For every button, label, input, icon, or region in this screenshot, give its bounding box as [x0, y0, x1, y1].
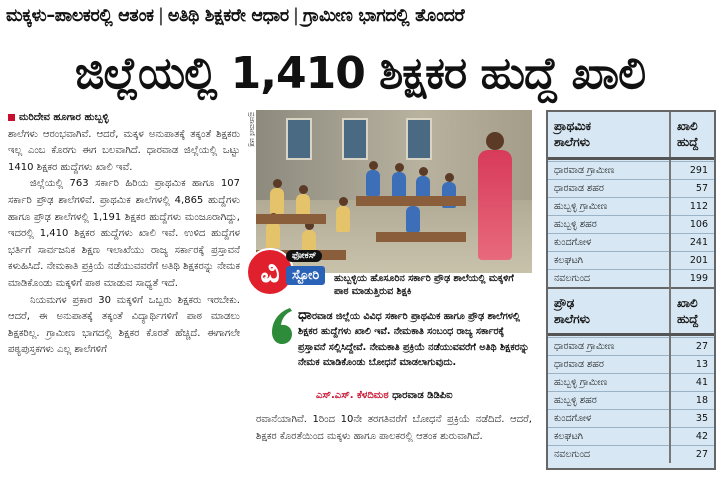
kicker-separator: |	[157, 6, 164, 26]
photo-desk	[376, 232, 466, 242]
table-header-vacant: ಖಾಲಿ ಹುದ್ದೆ	[670, 288, 714, 334]
photo-caption: ಹುಬ್ಬಳ್ಳಿಯ ಹೊಸೂರಿನ ಸರ್ಕಾರಿ ಪ್ರೌಢ ಶಾಲೆಯಲ್ಲಿ ಮಕ್ಕಳಿಗೆ ಪಾಠ ಮಾಡುತ್ತಿರುವ ಶಿಕ್ಷಕಿ	[334, 273, 514, 297]
quote-body: ರವಾಡ ಜಿಲ್ಲೆಯ ವಿವಿಧ ಸರ್ಕಾರಿ ಪ್ರಾಥಮಿಕ ಹಾಗೂ ಪ್ರೌಢ ಶಾಲೆಗಳಲ್ಲಿ ಶಿಕ್ಷಕರ ಹುದ್ದೆಗಳು ಖಾಲಿ ಇವೆ. ನೇಮಕಾತಿ ಸಂಬಂಧ ರಾಜ್ಯ ಸರ್ಕಾರಕ್ಕೆ ಪ್ರಸ್ತಾವನೆ ಸಲ್ಲಿಸಿದ್ದೇವೆ. ನೇಮಕಾತಿ ಪ್ರಕ್ರಿಯೆ ನಡೆಯುವವರೆಗೆ ಅತಿಥಿ ಶಿಕ್ಷಕರನ್ನು ನೇಮಕ ಮಾಡಿಕೊಂಡು ಬೋಧನೆ ಮಾಡಲಾಗುವುದು.	[298, 311, 530, 369]
table-row: ಧಾರವಾಡ ಗ್ರಾಮೀಣ 291	[548, 161, 714, 179]
table-row: ಧಾರವಾಡ ಶಹರ 57	[548, 179, 714, 197]
quote-dropcap: ಧಾ	[298, 307, 312, 323]
vacancy-tables	[546, 110, 716, 470]
table-row: ಹುಬ್ಬಳ್ಳಿ ಶಹರ 106	[548, 215, 714, 233]
high-schools-table	[548, 287, 714, 463]
table-row: ಕಲಘಟಗಿ 201	[548, 251, 714, 269]
kicker-part-2: ಅತಿಥಿ ಶಿಕ್ಷಕರೇ ಆಧಾರ	[167, 6, 289, 26]
quote-role: ಧಾರವಾಡ ಡಿಡಿಪಿಐ	[392, 390, 453, 401]
quote-text	[298, 308, 530, 371]
photo-credit: ಪ್ರಜಾವಾಣಿ ಚಿತ್ರ	[248, 112, 256, 147]
photo-student	[270, 188, 284, 214]
photo-teacher	[478, 150, 512, 260]
primary-schools-table	[548, 112, 714, 287]
table-row: ನವಲಗುಂದ 199	[548, 269, 714, 287]
quote-author: ಎಸ್.ಎಸ್. ಕೆಳದಿಮಠ	[316, 390, 389, 401]
kicker-part-3: ಗ್ರಾಮೀಣ ಭಾಗದಲ್ಲಿ ತೊಂದರೆ	[302, 6, 465, 26]
photo-window	[406, 118, 432, 160]
table-header	[548, 288, 714, 334]
byline-author: ಮರಿದೇವ ಹೂಗಾರ ಹುಬ್ಬಳ್ಳಿ	[19, 112, 109, 123]
table-header-schools: ಪ್ರೌಢ ಶಾಲೆಗಳು	[554, 295, 590, 326]
focus-label: ಫೋಕಸ್	[286, 250, 322, 262]
quote-mark-icon	[268, 306, 296, 346]
kicker-part-1: ಮಕ್ಕಳು–ಪಾಲಕರಲ್ಲಿ ಆತಂಕ	[6, 6, 154, 26]
article-paragraph: ಶಾಲೆಗಳು ಆರಂಭವಾಗಿವೆ. ಆದರೆ, ಮಕ್ಕಳ ಅನುಪಾತಕ್ಕೆ ತಕ್ಕಂತೆ ಶಿಕ್ಷಕರು ಇಲ್ಲ ಎಂಬ ಕೊರಗು ಈಗ ಬಲವಾಗಿದೆ. ಧಾರವಾಡ ಜಿಲ್ಲೆಯಲ್ಲಿ ಒಟ್ಟು 1410 ಶಿಕ್ಷಕರ ಹುದ್ದೆಗಳು ಖಾಲಿ ಇವೆ.	[8, 128, 240, 173]
table-row: ಕಲಘಟಗಿ 42	[548, 427, 714, 445]
photo-student	[406, 206, 420, 232]
quote-attribution	[316, 390, 534, 401]
table-row: ಹುಬ್ಬಳ್ಳಿ ಗ್ರಾಮೀಣ 112	[548, 197, 714, 215]
article-column-2: ರವಾನೆಯಾಗಿವೆ. 1ರಿಂದ 10ನೇ ತರಗತಿವರೆಗೆ ಬೋಧನೆ ಪ್ರಕ್ರಿಯೆ ನಡೆದಿದೆ. ಆದರೆ, ಶಿಕ್ಷಕರ ಕೊರತೆಯಿಂದ ಮಕ್ಕಳು ಹಾಗೂ ಪಾಲಕರಲ್ಲಿ ಆತಂಕ ಶುರುವಾಗಿದೆ.	[256, 414, 532, 442]
table-row: ನವಲಗುಂದ 27	[548, 445, 714, 463]
table-row: ಹುಬ್ಬಳ್ಳಿ ಗ್ರಾಮೀಣ 41	[548, 373, 714, 391]
photo-student	[336, 206, 350, 232]
article-column-1	[8, 110, 240, 491]
table-header	[548, 112, 714, 158]
byline-square-icon	[8, 114, 15, 121]
table-row: ಕುಂದಗೋಳ 241	[548, 233, 714, 251]
photo-student	[266, 222, 280, 248]
photo-student	[366, 170, 380, 196]
table-row: ಹುಬ್ಬಳ್ಳಿ ಶಹರ 18	[548, 391, 714, 409]
table-row: ಕುಂದಗೋಳ 35	[548, 409, 714, 427]
headline: ಜಿಲ್ಲೆಯಲ್ಲಿ 1,410 ಶಿಕ್ಷಕರ ಹುದ್ದೆ ಖಾಲಿ	[74, 48, 646, 99]
kicker-separator: |	[292, 6, 299, 26]
article-paragraph: ನಿಯಮಗಳ ಪ್ರಕಾರ 30 ಮಕ್ಕಳಿಗೆ ಒಬ್ಬರು ಶಿಕ್ಷಕರು ಇರಬೇಕು. ಆದರೆ, ಈ ಅನುಪಾತಕ್ಕೆ ತಕ್ಕಂತೆ ವಿದ್ಯಾರ್ಥಿಗಳಿಗೆ ಪಾಠ ಮಾಡಲು ಶಿಕ್ಷಕರಿಲ್ಲ. ಗ್ರಾಮೀಣ ಭಾಗದಲ್ಲಿ ಶಿಕ್ಷಕರ ಕೊರತೆ ಹೆಚ್ಚಿದೆ. ಈಗಾಗಲೇ ಪಠ್ಯಪುಸ್ತಕಗಳು ಎಲ್ಲ ಶಾಲೆಗಳಿಗೆ	[8, 294, 240, 356]
table-header-schools: ಪ್ರಾಥಮಿಕ ಶಾಲೆಗಳು	[554, 119, 592, 150]
article-paragraph: ಜಿಲ್ಲೆಯಲ್ಲಿ 763 ಸರ್ಕಾರಿ ಹಿರಿಯ ಪ್ರಾಥಮಿಕ ಹಾಗೂ 107 ಸರ್ಕಾರಿ ಪ್ರೌಢ ಶಾಲೆಗಳಿವೆ. ಪ್ರಾಥಮಿಕ ಶಾಲೆಗಳಲ್ಲಿ 4,865 ಹುದ್ದೆಗಳು ಹಾಗೂ ಪ್ರೌಢ ಶಾಲೆಗಳಲ್ಲಿ 1,191 ಶಿಕ್ಷಕರ ಹುದ್ದೆಗಳು ಮಂಜೂರಾಗಿದ್ದು, ಇದರಲ್ಲಿ 1,410 ಶಿಕ್ಷಕರ ಹುದ್ದೆಗಳು ಖಾಲಿ ಇವೆ. ಉಳಿದ ಹುದ್ದೆಗಳ ಭರ್ತಿಗೆ ಸಾರ್ವಜನಿಕ ಶಿಕ್ಷಣ ಇಲಾಖೆಯು ರಾಜ್ಯ ಸರ್ಕಾರಕ್ಕೆ ಪ್ರಸ್ತಾವನೆ ಕಳುಹಿಸಿದೆ. ನೇಮಕಾತಿ ಪ್ರಕ್ರಿಯೆ ನಡೆಯುವವರೆಗೆ ಅತಿಥಿ ಶಿಕ್ಷಕರನ್ನು ನೇಮಕ ಮಾಡಿಕೊಂಡು ಮಕ್ಕಳಿಗೆ ಪಾಠ ಮಾಡುವ ಸಾಧ್ಯತೆ ಇದೆ.	[8, 178, 240, 289]
table-row: ಧಾರವಾಡ ಶಹರ 13	[548, 355, 714, 373]
photo-desk	[256, 214, 326, 224]
photo-desk	[356, 196, 466, 206]
table-header-vacant: ಖಾಲಿ ಹುದ್ದೆ	[670, 112, 714, 158]
focus-story-badge	[246, 248, 336, 298]
photo-student	[392, 172, 406, 198]
byline	[8, 110, 240, 127]
photo-window	[286, 118, 312, 160]
photo-window	[342, 118, 368, 160]
story-label: ಸ್ಟೋರಿ	[286, 266, 325, 285]
table-row: ಧಾರವಾಡ ಗ್ರಾಮೀಣ 27	[548, 337, 714, 355]
focus-logo-letter: ವಿ	[246, 248, 294, 296]
kicker-line	[0, 0, 720, 42]
